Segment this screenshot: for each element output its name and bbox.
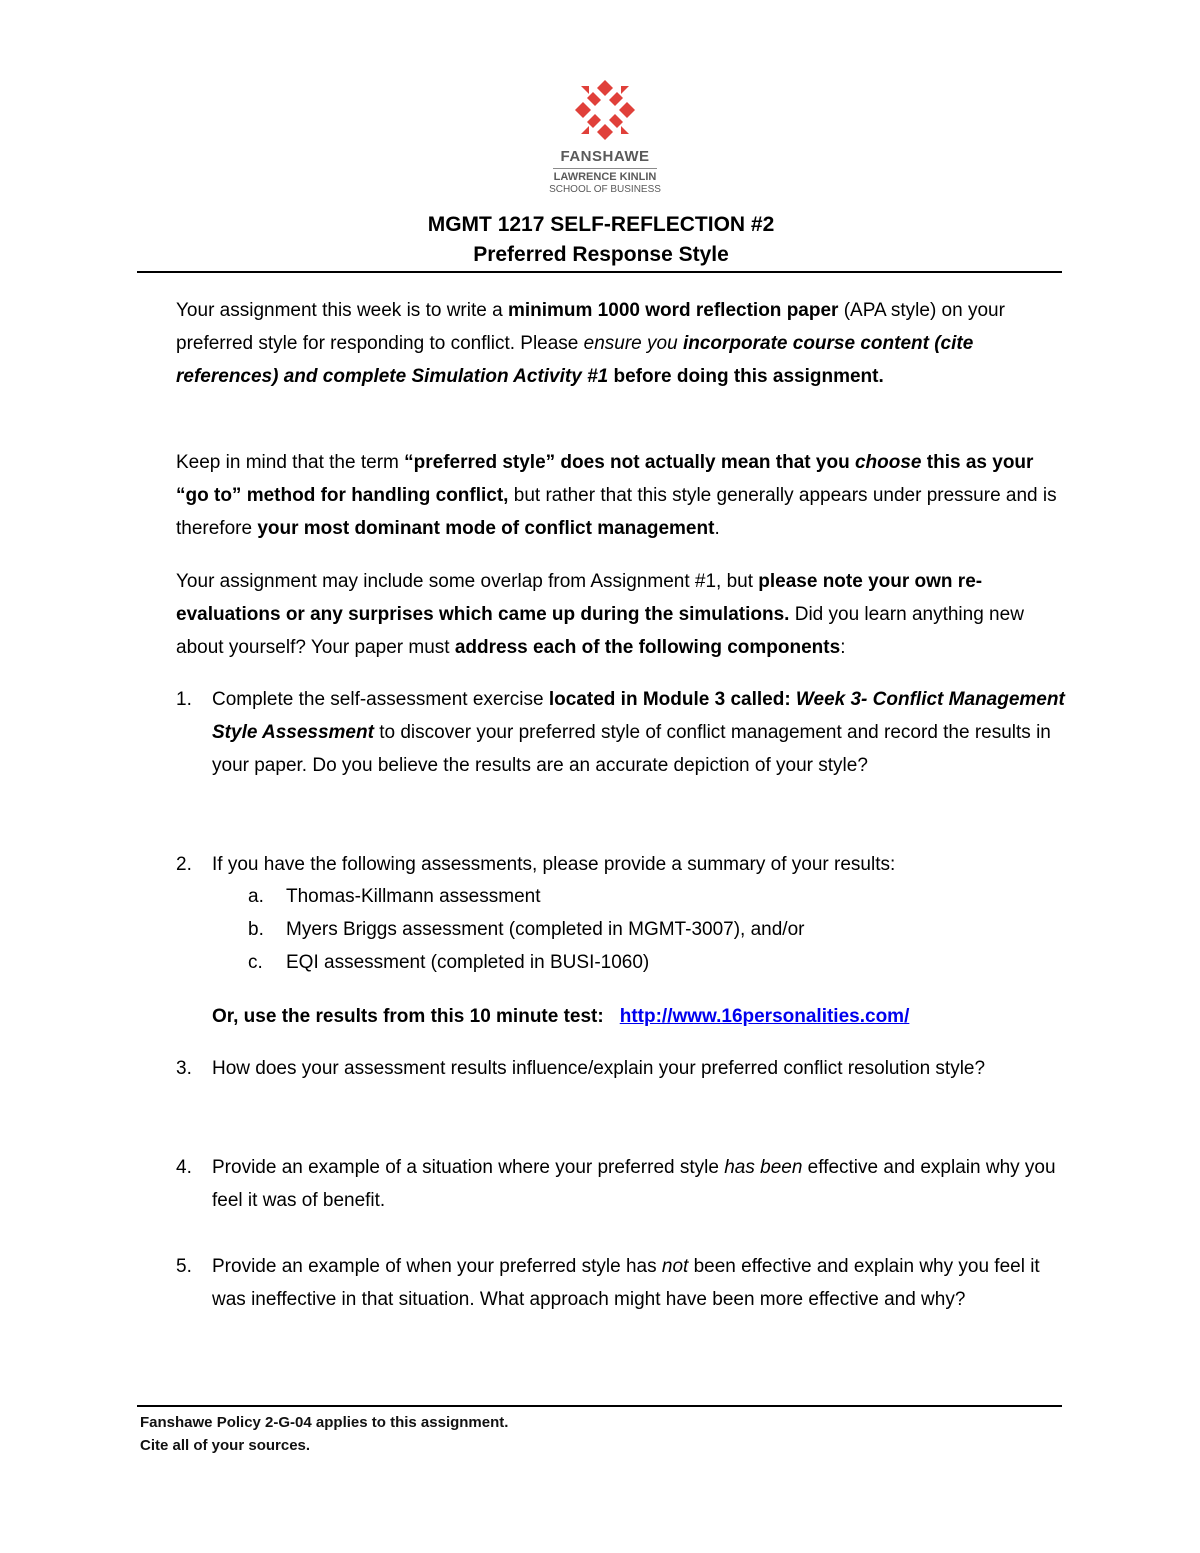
logo-subtitle-1: LAWRENCE KINLIN [553, 171, 657, 183]
item1-text-a: Complete the self-assessment exercise [212, 689, 549, 710]
item5-text-c: been effective and explain why you feel it was ineffective in that situation. What approach might have been more effective and why? [212, 1256, 1040, 1310]
p1-text-c: (APA style) on your preferred style for responding to conflict. Please [176, 300, 1005, 354]
p3-text-a: Your assignment may include some overlap from Assignment #1, but [176, 571, 759, 592]
item3-text-a: How does your assessment results influence/explain your preferred conflict resolution style? [212, 1058, 986, 1079]
item5-text-b: not [661, 1256, 689, 1277]
p1-text-f: before doing this assignment. [608, 366, 884, 387]
personality-test-link[interactable]: http://www.16personalities.com/ [619, 1006, 910, 1027]
p3-text-c: Did you learn anything new about yourself? Your paper must [176, 604, 1024, 658]
list-item-5 [176, 1250, 1066, 1316]
p3-text-b: please note your own re-evaluations or any surprises which came up during the simulations. [176, 571, 983, 625]
list-item-2 [176, 848, 1066, 881]
p1-text-e: incorporate course content (cite references) and complete Simulation Activity #1 [176, 333, 974, 387]
sublist-text: EQI assessment (completed in BUSI-1060) [286, 952, 650, 973]
item1-text-c: Week 3- Conflict Management Style Assessment [212, 689, 1065, 743]
p1-text-d: ensure you [583, 333, 683, 354]
sublist-letter: c. [248, 952, 263, 973]
document-title [140, 210, 1062, 270]
sublist-item-c [248, 946, 649, 979]
list-number: 5. [176, 1256, 192, 1277]
test-label: Or, use the results from this 10 minute test: [212, 1006, 604, 1027]
list-item-3 [176, 1052, 1066, 1085]
sublist-letter: b. [248, 919, 264, 940]
p2-text-g: . [714, 518, 720, 539]
p1-text-a: Your assignment this week is to write a [176, 300, 508, 321]
item4-text-a: Provide an example of a situation where your preferred style [212, 1157, 725, 1178]
item2-text-a: If you have the following assessments, please provide a summary of your results: [212, 854, 896, 875]
list-number: 3. [176, 1058, 192, 1079]
item5-text-a: Provide an example of when your preferred style has [212, 1256, 662, 1277]
list-number: 2. [176, 854, 192, 875]
item4-text-c: effective and explain why you feel it was of benefit. [212, 1157, 1056, 1211]
title-divider [137, 271, 1062, 273]
sublist-letter: a. [248, 886, 264, 907]
item1-text-d: to discover your preferred style of conflict management and record the results in your paper. Do you believe the results are an accurate depiction of your style? [212, 722, 1051, 776]
preferred-style-paragraph [176, 446, 1066, 545]
list-number: 1. [176, 689, 192, 710]
overlap-paragraph [176, 565, 1066, 664]
footer-divider [137, 1405, 1062, 1407]
p2-text-c: choose [854, 452, 922, 473]
title-course: MGMT 1217 SELF-REFLECTION #2 [427, 213, 775, 236]
p3-text-e: : [840, 637, 846, 658]
p1-text-b: minimum 1000 word reflection paper [507, 300, 839, 321]
list-item-4 [176, 1151, 1066, 1217]
sublist-text: Thomas-Killmann assessment [286, 886, 541, 907]
list-item-1 [176, 683, 1066, 782]
p2-text-d: this as your “go to” method for handling conflict, [176, 452, 1034, 506]
sublist-item-a [248, 880, 540, 913]
p2-text-a: Keep in mind that the term [176, 452, 405, 473]
p2-text-e: but rather that this style generally appears under pressure and is therefore [176, 485, 1057, 539]
footer-cite: Cite all of your sources. [140, 1437, 311, 1454]
list-number: 4. [176, 1157, 192, 1178]
personality-test-line [212, 1000, 909, 1033]
fanshawe-emblem-icon [573, 78, 637, 142]
p2-text-b: “preferred style” does not actually mean that you [404, 452, 855, 473]
footer-policy: Fanshawe Policy 2-G-04 applies to this assignment. [140, 1414, 509, 1431]
intro-paragraph [176, 294, 1066, 393]
sublist-item-b [248, 913, 804, 946]
logo-name: FANSHAWE [560, 148, 650, 165]
p2-text-f: your most dominant mode of conflict management [257, 518, 715, 539]
title-subject: Preferred Response Style [473, 243, 729, 266]
fanshawe-logo [540, 78, 670, 196]
logo-divider [553, 168, 657, 169]
p3-text-d: address each of the following components [454, 637, 841, 658]
footer [140, 1411, 508, 1457]
sublist-text: Myers Briggs assessment (completed in MGMT-3007), and/or [286, 919, 805, 940]
item4-text-b: has been [724, 1157, 803, 1178]
logo-subtitle-2: SCHOOL OF BUSINESS [549, 184, 661, 195]
item1-text-b: located in Module 3 called: [548, 689, 796, 710]
